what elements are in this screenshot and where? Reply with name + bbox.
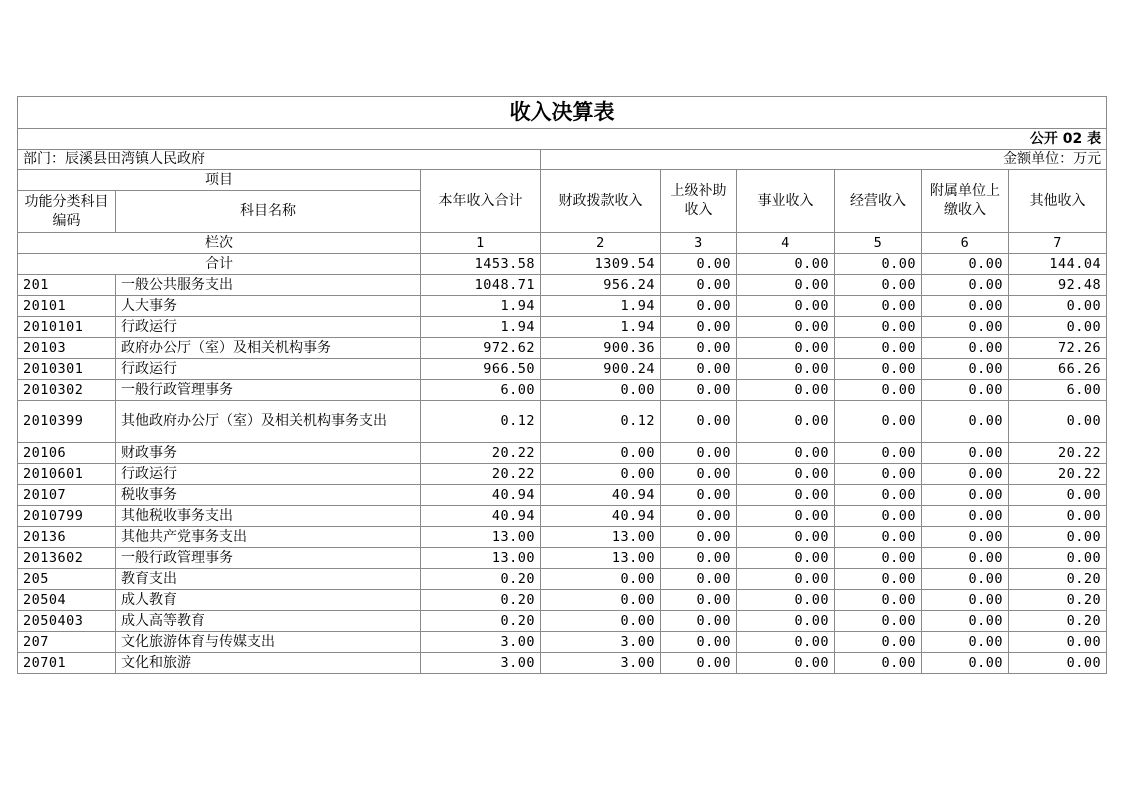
amount-cell: 0.00 — [922, 485, 1009, 506]
table-row — [18, 464, 1107, 485]
amount-cell: 0.00 — [1009, 317, 1107, 338]
amount-cell: 0.00 — [922, 527, 1009, 548]
subject-name: 人大事务 — [116, 296, 421, 317]
column-index: 2 — [541, 233, 661, 254]
table-row — [18, 380, 1107, 401]
amount-cell: 966.50 — [421, 359, 541, 380]
amount-cell: 0.00 — [1009, 653, 1107, 674]
amount-cell: 0.00 — [737, 590, 835, 611]
amount-cell: 72.26 — [1009, 338, 1107, 359]
amount-cell: 40.94 — [421, 506, 541, 527]
subject-code: 2050403 — [18, 611, 116, 632]
amount-cell: 0.00 — [835, 296, 922, 317]
subject-name: 成人教育 — [116, 590, 421, 611]
amount-cell: 1.94 — [541, 317, 661, 338]
subject-name: 一般行政管理事务 — [116, 548, 421, 569]
header-func-code: 功能分类科目编码 — [18, 191, 116, 233]
subject-code: 20103 — [18, 338, 116, 359]
subject-code: 2010399 — [18, 401, 116, 443]
amount-cell: 0.00 — [1009, 506, 1107, 527]
table-row — [18, 317, 1107, 338]
subject-name: 行政运行 — [116, 317, 421, 338]
amount-cell: 0.00 — [1009, 632, 1107, 653]
amount-cell: 0.00 — [922, 653, 1009, 674]
subject-code: 2010601 — [18, 464, 116, 485]
amount-cell: 1.94 — [541, 296, 661, 317]
amount-cell: 0.00 — [737, 485, 835, 506]
header-project: 项目 — [18, 170, 421, 191]
table-row — [18, 527, 1107, 548]
subject-name: 行政运行 — [116, 359, 421, 380]
amount-cell: 0.00 — [922, 506, 1009, 527]
amount-cell: 0.00 — [1009, 548, 1107, 569]
subject-code: 20101 — [18, 296, 116, 317]
amount-cell: 0.00 — [922, 632, 1009, 653]
amount-cell: 3.00 — [421, 632, 541, 653]
amount-cell: 0.00 — [737, 653, 835, 674]
amount-cell: 0.00 — [922, 443, 1009, 464]
amount-cell: 0.00 — [737, 338, 835, 359]
table-row — [18, 485, 1107, 506]
amount-cell: 13.00 — [541, 548, 661, 569]
amount-cell: 0.00 — [922, 611, 1009, 632]
subject-name: 成人高等教育 — [116, 611, 421, 632]
amount-cell: 0.00 — [737, 611, 835, 632]
amount-cell: 13.00 — [421, 548, 541, 569]
amount-cell: 0.00 — [922, 380, 1009, 401]
income-final-accounts-sheet — [17, 96, 1106, 674]
subject-name: 文化旅游体育与传媒支出 — [116, 632, 421, 653]
amount-cell: 0.00 — [737, 359, 835, 380]
amount-cell: 0.00 — [835, 485, 922, 506]
amount-cell: 6.00 — [1009, 380, 1107, 401]
amount-cell: 0.00 — [835, 338, 922, 359]
amount-cell: 1048.71 — [421, 275, 541, 296]
amount-cell: 0.00 — [737, 548, 835, 569]
header-fiscal: 财政拨款收入 — [541, 170, 661, 233]
amount-cell: 0.00 — [661, 590, 737, 611]
total-value: 0.00 — [922, 254, 1009, 275]
amount-cell: 20.22 — [421, 464, 541, 485]
amount-cell: 0.00 — [661, 548, 737, 569]
header-superior-subsidy: 上级补助收入 — [661, 170, 737, 233]
subject-code: 207 — [18, 632, 116, 653]
amount-cell: 0.00 — [835, 527, 922, 548]
amount-cell: 0.00 — [835, 317, 922, 338]
amount-cell: 0.00 — [541, 443, 661, 464]
amount-cell: 0.00 — [737, 527, 835, 548]
table-row — [18, 590, 1107, 611]
subject-name: 其他政府办公厅（室）及相关机构事务支出 — [116, 401, 421, 443]
header-business: 事业收入 — [737, 170, 835, 233]
subject-name: 财政事务 — [116, 443, 421, 464]
amount-cell: 0.00 — [1009, 527, 1107, 548]
amount-cell: 0.00 — [661, 401, 737, 443]
amount-cell: 956.24 — [541, 275, 661, 296]
total-value: 1309.54 — [541, 254, 661, 275]
amount-cell: 20.22 — [1009, 464, 1107, 485]
header-operating: 经营收入 — [835, 170, 922, 233]
table-title: 收入决算表 — [18, 97, 1107, 129]
amount-cell: 20.22 — [1009, 443, 1107, 464]
amount-cell: 0.00 — [661, 569, 737, 590]
amount-cell: 0.00 — [541, 569, 661, 590]
amount-cell: 3.00 — [541, 653, 661, 674]
amount-cell: 0.20 — [1009, 590, 1107, 611]
amount-cell: 0.00 — [835, 506, 922, 527]
amount-cell: 0.00 — [1009, 485, 1107, 506]
amount-cell: 13.00 — [541, 527, 661, 548]
subject-code: 2010799 — [18, 506, 116, 527]
amount-cell: 0.00 — [835, 632, 922, 653]
subject-code: 20106 — [18, 443, 116, 464]
amount-cell: 0.00 — [737, 401, 835, 443]
amount-cell: 0.00 — [737, 380, 835, 401]
amount-cell: 0.00 — [661, 464, 737, 485]
amount-cell: 1.94 — [421, 317, 541, 338]
total-value: 0.00 — [661, 254, 737, 275]
column-index: 4 — [737, 233, 835, 254]
amount-cell: 0.00 — [737, 569, 835, 590]
amount-cell: 900.36 — [541, 338, 661, 359]
subject-name: 一般行政管理事务 — [116, 380, 421, 401]
amount-cell: 0.00 — [922, 464, 1009, 485]
amount-cell: 0.00 — [541, 380, 661, 401]
amount-cell: 0.00 — [661, 506, 737, 527]
header-subject-name: 科目名称 — [116, 191, 421, 233]
amount-cell: 0.00 — [835, 443, 922, 464]
subject-name: 税收事务 — [116, 485, 421, 506]
column-index: 6 — [922, 233, 1009, 254]
amount-cell: 0.00 — [922, 296, 1009, 317]
amount-cell: 0.00 — [922, 359, 1009, 380]
amount-cell: 3.00 — [541, 632, 661, 653]
amount-cell: 0.00 — [835, 653, 922, 674]
table-row — [18, 359, 1107, 380]
column-index: 7 — [1009, 233, 1107, 254]
amount-cell: 0.00 — [737, 464, 835, 485]
amount-cell: 0.00 — [661, 338, 737, 359]
header-total-income: 本年收入合计 — [421, 170, 541, 233]
amount-cell: 40.94 — [541, 485, 661, 506]
amount-cell: 900.24 — [541, 359, 661, 380]
total-label: 合计 — [18, 254, 421, 275]
table-row — [18, 338, 1107, 359]
amount-cell: 0.00 — [835, 464, 922, 485]
amount-cell: 40.94 — [421, 485, 541, 506]
subject-code: 20136 — [18, 527, 116, 548]
amount-cell: 0.00 — [922, 275, 1009, 296]
amount-cell: 0.00 — [835, 275, 922, 296]
amount-cell: 0.00 — [737, 317, 835, 338]
amount-cell: 0.00 — [661, 296, 737, 317]
amount-cell: 0.00 — [661, 275, 737, 296]
total-value: 0.00 — [835, 254, 922, 275]
table-row — [18, 611, 1107, 632]
amount-cell: 0.00 — [835, 380, 922, 401]
amount-cell: 66.26 — [1009, 359, 1107, 380]
amount-cell: 0.00 — [835, 569, 922, 590]
table-row — [18, 569, 1107, 590]
amount-cell: 0.00 — [922, 569, 1009, 590]
table-row — [18, 653, 1107, 674]
amount-cell: 0.00 — [1009, 401, 1107, 443]
subject-name: 文化和旅游 — [116, 653, 421, 674]
amount-cell: 0.00 — [661, 653, 737, 674]
amount-cell: 3.00 — [421, 653, 541, 674]
amount-cell: 0.00 — [737, 296, 835, 317]
header-affiliated: 附属单位上缴收入 — [922, 170, 1009, 233]
amount-cell: 1.94 — [421, 296, 541, 317]
amount-cell: 0.00 — [541, 464, 661, 485]
subject-name: 一般公共服务支出 — [116, 275, 421, 296]
subject-name: 行政运行 — [116, 464, 421, 485]
income-table — [17, 96, 1107, 674]
amount-cell: 6.00 — [421, 380, 541, 401]
subject-code: 20701 — [18, 653, 116, 674]
amount-cell: 972.62 — [421, 338, 541, 359]
amount-cell: 0.00 — [737, 632, 835, 653]
amount-cell: 0.00 — [922, 548, 1009, 569]
subject-code: 2010101 — [18, 317, 116, 338]
subject-code: 201 — [18, 275, 116, 296]
amount-cell: 0.00 — [661, 485, 737, 506]
subject-code: 20504 — [18, 590, 116, 611]
amount-cell: 0.20 — [1009, 569, 1107, 590]
subject-code: 205 — [18, 569, 116, 590]
department-label: 部门：辰溪县田湾镇人民政府 — [18, 150, 541, 170]
subject-name: 教育支出 — [116, 569, 421, 590]
amount-cell: 0.00 — [661, 317, 737, 338]
amount-cell: 13.00 — [421, 527, 541, 548]
amount-cell: 0.00 — [835, 401, 922, 443]
amount-cell: 0.00 — [835, 359, 922, 380]
column-index: 5 — [835, 233, 922, 254]
amount-cell: 0.12 — [421, 401, 541, 443]
amount-cell: 0.20 — [421, 590, 541, 611]
subject-name: 政府办公厅（室）及相关机构事务 — [116, 338, 421, 359]
amount-cell: 0.00 — [661, 443, 737, 464]
amount-cell: 92.48 — [1009, 275, 1107, 296]
amount-cell: 0.00 — [541, 590, 661, 611]
amount-cell: 0.00 — [737, 506, 835, 527]
table-row — [18, 275, 1107, 296]
table-row — [18, 548, 1107, 569]
subject-code: 2010301 — [18, 359, 116, 380]
column-index-label: 栏次 — [18, 233, 421, 254]
total-value: 144.04 — [1009, 254, 1107, 275]
table-row — [18, 632, 1107, 653]
amount-cell: 0.20 — [1009, 611, 1107, 632]
table-row — [18, 296, 1107, 317]
header-other: 其他收入 — [1009, 170, 1107, 233]
amount-cell: 0.00 — [737, 275, 835, 296]
amount-cell: 40.94 — [541, 506, 661, 527]
column-index: 1 — [421, 233, 541, 254]
amount-cell: 0.00 — [661, 611, 737, 632]
amount-cell: 0.00 — [922, 590, 1009, 611]
amount-cell: 20.22 — [421, 443, 541, 464]
amount-cell: 0.00 — [661, 380, 737, 401]
amount-cell: 0.00 — [661, 527, 737, 548]
total-value: 1453.58 — [421, 254, 541, 275]
amount-cell: 0.00 — [835, 548, 922, 569]
subject-code: 20107 — [18, 485, 116, 506]
subject-code: 2010302 — [18, 380, 116, 401]
amount-cell: 0.20 — [421, 569, 541, 590]
amount-cell: 0.12 — [541, 401, 661, 443]
subject-name: 其他税收事务支出 — [116, 506, 421, 527]
total-value: 0.00 — [737, 254, 835, 275]
table-row — [18, 443, 1107, 464]
form-code: 公开 02 表 — [18, 129, 1107, 150]
subject-code: 2013602 — [18, 548, 116, 569]
unit-label: 金额单位：万元 — [541, 150, 1107, 170]
amount-cell: 0.00 — [835, 611, 922, 632]
column-index: 3 — [661, 233, 737, 254]
amount-cell: 0.00 — [661, 359, 737, 380]
amount-cell: 0.00 — [541, 611, 661, 632]
amount-cell: 0.00 — [737, 443, 835, 464]
table-row — [18, 401, 1107, 443]
amount-cell: 0.00 — [1009, 296, 1107, 317]
amount-cell: 0.00 — [835, 590, 922, 611]
subject-name: 其他共产党事务支出 — [116, 527, 421, 548]
amount-cell: 0.00 — [922, 401, 1009, 443]
table-row — [18, 506, 1107, 527]
amount-cell: 0.00 — [922, 317, 1009, 338]
amount-cell: 0.00 — [922, 338, 1009, 359]
amount-cell: 0.00 — [661, 632, 737, 653]
amount-cell: 0.20 — [421, 611, 541, 632]
